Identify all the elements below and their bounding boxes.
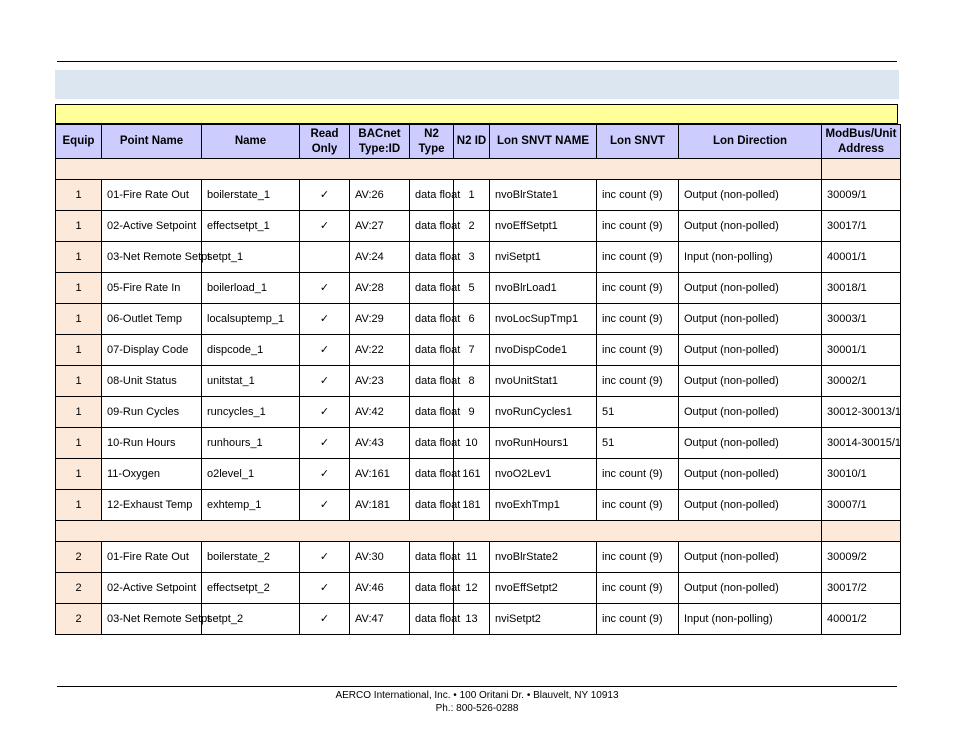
modbus-cell: 30007/1	[822, 490, 901, 521]
header-row	[56, 125, 901, 159]
table-row	[56, 304, 901, 335]
n2-id-cell: 10	[454, 428, 490, 459]
bacnet-cell: AV:23	[350, 366, 410, 397]
n2-id-cell: 12	[454, 573, 490, 604]
bacnet-cell: AV:42	[350, 397, 410, 428]
read-only-check-icon: ✓	[300, 542, 350, 573]
lon-direction-cell: Output (non-polled)	[679, 459, 822, 490]
n2-type-cell: data float	[410, 366, 454, 397]
table-row	[56, 428, 901, 459]
read-only-check-icon: ✓	[300, 366, 350, 397]
modbus-cell: 30017/1	[822, 211, 901, 242]
lon-snvt-cell: inc count (9)	[597, 542, 679, 573]
modbus-cell: 30014-30015/1	[822, 428, 901, 459]
modbus-cell: 30009/2	[822, 542, 901, 573]
group-separator-1	[56, 159, 901, 180]
equip-cell: 1	[56, 397, 102, 428]
footer-phone: Ph.: 800-526-0288	[435, 703, 519, 714]
modbus-cell: 30003/1	[822, 304, 901, 335]
n2-id-cell: 1	[454, 180, 490, 211]
n2-type-cell: data float	[410, 180, 454, 211]
lon-snvt-name-cell: nvoDispCode1	[490, 335, 597, 366]
modbus-cell: 30002/1	[822, 366, 901, 397]
name-cell: boilerstate_1	[202, 180, 300, 211]
name-cell: o2level_1	[202, 459, 300, 490]
modbus-cell: 30017/2	[822, 573, 901, 604]
name-cell: boilerload_1	[202, 273, 300, 304]
name-cell: setpt_2	[202, 604, 300, 635]
points-table	[55, 124, 901, 635]
lon-snvt-cell: inc count (9)	[597, 211, 679, 242]
lon-snvt-name-cell: nvoUnitStat1	[490, 366, 597, 397]
name-cell: runcycles_1	[202, 397, 300, 428]
table-row	[56, 242, 901, 273]
n2-id-cell: 7	[454, 335, 490, 366]
bacnet-cell: AV:29	[350, 304, 410, 335]
header-n2-id: N2 ID	[454, 125, 490, 159]
lon-snvt-cell: inc count (9)	[597, 490, 679, 521]
point-name-cell: 06-Outlet Temp	[102, 304, 202, 335]
read-only-check-icon: ✓	[300, 428, 350, 459]
equip-cell: 2	[56, 604, 102, 635]
read-only-check-icon: ✓	[300, 490, 350, 521]
n2-id-cell: 9	[454, 397, 490, 428]
table-row	[56, 397, 901, 428]
equip-cell: 1	[56, 490, 102, 521]
lon-snvt-name-cell: nvoO2Lev1	[490, 459, 597, 490]
equip-cell: 1	[56, 304, 102, 335]
point-name-cell: 03-Net Remote Setpt	[102, 242, 202, 273]
modbus-cell: 30010/1	[822, 459, 901, 490]
lon-snvt-name-cell: nvoBlrState1	[490, 180, 597, 211]
name-cell: effectsetpt_1	[202, 211, 300, 242]
lon-snvt-name-cell: nvoRunHours1	[490, 428, 597, 459]
n2-id-cell: 13	[454, 604, 490, 635]
read-only-check-icon: ✓	[300, 304, 350, 335]
name-cell: runhours_1	[202, 428, 300, 459]
lon-direction-cell: Output (non-polled)	[679, 573, 822, 604]
header-lon-snvt-name: Lon SNVT NAME	[490, 125, 597, 159]
title-band	[55, 70, 899, 99]
lon-direction-cell: Output (non-polled)	[679, 211, 822, 242]
name-cell: boilerstate_2	[202, 542, 300, 573]
group-separator-2	[56, 521, 901, 542]
lon-direction-cell: Output (non-polled)	[679, 366, 822, 397]
modbus-cell: 40001/2	[822, 604, 901, 635]
lon-direction-cell: Output (non-polled)	[679, 490, 822, 521]
lon-snvt-name-cell: nvoLocSupTmp1	[490, 304, 597, 335]
lon-snvt-cell: inc count (9)	[597, 366, 679, 397]
read-only-check-icon: ✓	[300, 604, 350, 635]
lon-snvt-cell: inc count (9)	[597, 335, 679, 366]
bacnet-cell: AV:181	[350, 490, 410, 521]
n2-id-cell: 2	[454, 211, 490, 242]
footer-rule	[57, 686, 897, 687]
modbus-cell: 30009/1	[822, 180, 901, 211]
bacnet-cell: AV:43	[350, 428, 410, 459]
modbus-cell: 30012-30013/1	[822, 397, 901, 428]
table-row	[56, 573, 901, 604]
n2-id-cell: 161	[454, 459, 490, 490]
read-only-check-icon: ✓	[300, 397, 350, 428]
lon-direction-cell: Output (non-polled)	[679, 180, 822, 211]
header-bacnet: BACnet Type:ID	[350, 125, 410, 159]
equip-cell: 2	[56, 573, 102, 604]
bacnet-cell: AV:24	[350, 242, 410, 273]
name-cell: effectsetpt_2	[202, 573, 300, 604]
header-n2-type: N2 Type	[410, 125, 454, 159]
n2-id-cell: 5	[454, 273, 490, 304]
header-name: Name	[202, 125, 300, 159]
equip-cell: 1	[56, 211, 102, 242]
n2-type-cell: data float	[410, 242, 454, 273]
equip-cell: 1	[56, 366, 102, 397]
equip-cell: 1	[56, 459, 102, 490]
point-name-cell: 10-Run Hours	[102, 428, 202, 459]
point-name-cell: 01-Fire Rate Out	[102, 542, 202, 573]
table-row	[56, 542, 901, 573]
n2-type-cell: data float	[410, 459, 454, 490]
equip-cell: 1	[56, 428, 102, 459]
read-only-check-icon	[300, 242, 350, 273]
header-lon-snvt: Lon SNVT	[597, 125, 679, 159]
bacnet-cell: AV:46	[350, 573, 410, 604]
read-only-check-icon: ✓	[300, 335, 350, 366]
lon-snvt-name-cell: nviSetpt2	[490, 604, 597, 635]
n2-type-cell: data float	[410, 273, 454, 304]
n2-type-cell: data float	[410, 428, 454, 459]
point-name-cell: 02-Active Setpoint	[102, 573, 202, 604]
point-name-cell: 09-Run Cycles	[102, 397, 202, 428]
equip-cell: 1	[56, 273, 102, 304]
lon-snvt-cell: inc count (9)	[597, 273, 679, 304]
modbus-cell: 30001/1	[822, 335, 901, 366]
read-only-check-icon: ✓	[300, 180, 350, 211]
lon-snvt-name-cell: nvoBlrLoad1	[490, 273, 597, 304]
bacnet-cell: AV:22	[350, 335, 410, 366]
point-name-cell: 03-Net Remote Setpt	[102, 604, 202, 635]
point-name-cell: 08-Unit Status	[102, 366, 202, 397]
point-name-cell: 02-Active Setpoint	[102, 211, 202, 242]
lon-direction-cell: Input (non-polling)	[679, 242, 822, 273]
n2-type-cell: data float	[410, 604, 454, 635]
equip-cell: 2	[56, 542, 102, 573]
read-only-check-icon: ✓	[300, 273, 350, 304]
lon-snvt-cell: inc count (9)	[597, 180, 679, 211]
lon-snvt-cell: inc count (9)	[597, 304, 679, 335]
header-equip: Equip	[56, 125, 102, 159]
name-cell: localsuptemp_1	[202, 304, 300, 335]
table-body	[56, 159, 901, 635]
lon-direction-cell: Output (non-polled)	[679, 428, 822, 459]
n2-type-cell: data float	[410, 573, 454, 604]
table-row	[56, 366, 901, 397]
read-only-check-icon: ✓	[300, 459, 350, 490]
point-name-cell: 11-Oxygen	[102, 459, 202, 490]
point-name-cell: 12-Exhaust Temp	[102, 490, 202, 521]
modbus-cell: 30018/1	[822, 273, 901, 304]
lon-snvt-name-cell: nvoBlrState2	[490, 542, 597, 573]
table-row	[56, 335, 901, 366]
bacnet-cell: AV:47	[350, 604, 410, 635]
n2-id-cell: 3	[454, 242, 490, 273]
read-only-check-icon: ✓	[300, 573, 350, 604]
lon-snvt-name-cell: nvoEffSetpt2	[490, 573, 597, 604]
equip-cell: 1	[56, 335, 102, 366]
lon-direction-cell: Output (non-polled)	[679, 273, 822, 304]
table-row	[56, 604, 901, 635]
bacnet-cell: AV:161	[350, 459, 410, 490]
lon-snvt-name-cell: nvoExhTmp1	[490, 490, 597, 521]
lon-snvt-cell: 51	[597, 428, 679, 459]
n2-type-cell: data float	[410, 304, 454, 335]
lon-direction-cell: Output (non-polled)	[679, 335, 822, 366]
lon-snvt-name-cell: nvoEffSetpt1	[490, 211, 597, 242]
table-row	[56, 490, 901, 521]
header-point-name: Point Name	[102, 125, 202, 159]
equip-cell: 1	[56, 180, 102, 211]
top-rule	[57, 61, 897, 62]
point-name-cell: 07-Display Code	[102, 335, 202, 366]
lon-snvt-name-cell: nviSetpt1	[490, 242, 597, 273]
n2-id-cell: 8	[454, 366, 490, 397]
n2-type-cell: data float	[410, 211, 454, 242]
bacnet-cell: AV:28	[350, 273, 410, 304]
point-name-cell: 05-Fire Rate In	[102, 273, 202, 304]
n2-type-cell: data float	[410, 335, 454, 366]
modbus-cell: 40001/1	[822, 242, 901, 273]
point-name-cell: 01-Fire Rate Out	[102, 180, 202, 211]
lon-snvt-cell: 51	[597, 397, 679, 428]
lon-snvt-cell: inc count (9)	[597, 459, 679, 490]
table-row	[56, 459, 901, 490]
bacnet-cell: AV:30	[350, 542, 410, 573]
equip-cell: 1	[56, 242, 102, 273]
table-row	[56, 273, 901, 304]
footer-address: AERCO International, Inc. • 100 Oritani Dr. • Blauvelt, NY 10913	[335, 690, 619, 701]
bacnet-cell: AV:26	[350, 180, 410, 211]
lon-snvt-cell: inc count (9)	[597, 604, 679, 635]
table-row	[56, 211, 901, 242]
header-read-only: Read Only	[300, 125, 350, 159]
lon-snvt-cell: inc count (9)	[597, 573, 679, 604]
header-modbus: ModBus/Unit Address	[822, 125, 901, 159]
name-cell: setpt_1	[202, 242, 300, 273]
lon-snvt-name-cell: nvoRunCycles1	[490, 397, 597, 428]
n2-id-cell: 181	[454, 490, 490, 521]
lon-direction-cell: Input (non-polling)	[679, 604, 822, 635]
read-only-check-icon: ✓	[300, 211, 350, 242]
lon-direction-cell: Output (non-polled)	[679, 304, 822, 335]
header-lon-direction: Lon Direction	[679, 125, 822, 159]
n2-id-cell: 6	[454, 304, 490, 335]
lon-snvt-cell: inc count (9)	[597, 242, 679, 273]
n2-type-cell: data float	[410, 490, 454, 521]
name-cell: unitstat_1	[202, 366, 300, 397]
table-row	[56, 180, 901, 211]
n2-type-cell: data float	[410, 542, 454, 573]
n2-id-cell: 11	[454, 542, 490, 573]
n2-type-cell: data float	[410, 397, 454, 428]
section-band	[55, 104, 898, 124]
lon-direction-cell: Output (non-polled)	[679, 397, 822, 428]
name-cell: dispcode_1	[202, 335, 300, 366]
lon-direction-cell: Output (non-polled)	[679, 542, 822, 573]
name-cell: exhtemp_1	[202, 490, 300, 521]
bacnet-cell: AV:27	[350, 211, 410, 242]
